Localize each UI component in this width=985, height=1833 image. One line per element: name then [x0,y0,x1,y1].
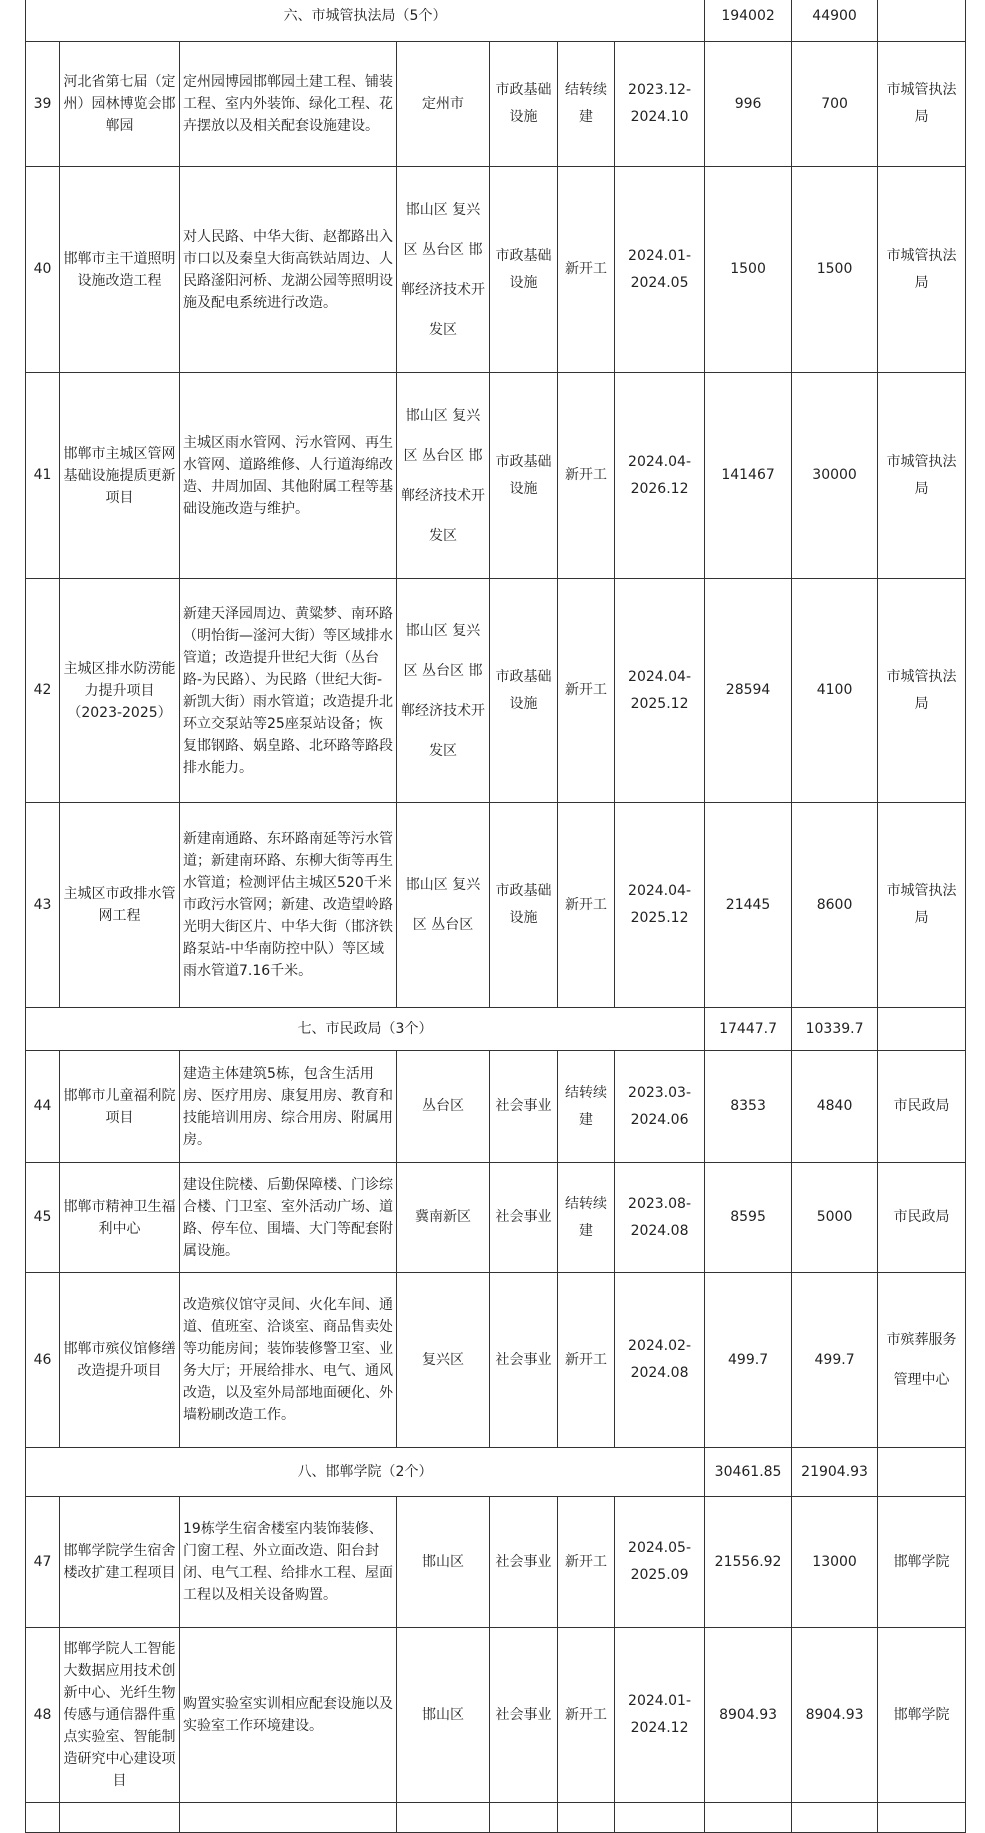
row-number: 45 [26,1163,60,1273]
section-title: 六、市城管执法局（5个） [26,0,705,42]
project-nature: 结转续建 [558,1051,615,1163]
project-period: 2024.01-2024.05 [615,167,705,373]
project-period: 2024.04-2026.12 [615,373,705,579]
project-type: 社会事业 [490,1273,558,1448]
total-investment: 8595 [705,1163,792,1273]
section-unit [878,1448,966,1497]
project-period: 2023.12-2024.10 [615,42,705,167]
total-investment: 8904.93 [705,1628,792,1803]
responsible-unit: 市城管执法局 [878,579,966,803]
responsible-unit: 邯郸学院 [878,1497,966,1628]
project-content: 新建天泽园周边、黄粱梦、南环路（明怡街—滏河大街）等区域排水管道；改造提升世纪大街（丛台路-为民路）、为民路（世纪大街-新凯大街）雨水管道；改造提升北环立交泵站等25座泵站设备；恢复邯钢路、娲皇路、北环路等路段排水能力。 [180,579,397,803]
project-type: 社会事业 [490,1628,558,1803]
responsible-unit: 市民政局 [878,1051,966,1163]
section-title: 七、市民政局（3个） [26,1008,705,1051]
section-plan: 10339.7 [792,1008,878,1051]
project-location: 邯山区 [397,1628,490,1803]
project-content: 定州园博园邯郸园土建工程、铺装工程、室内外装饰、绿化工程、花卉摆放以及相关配套设施建设。 [180,42,397,167]
row-number: 46 [26,1273,60,1448]
planned-investment: 8904.93 [792,1628,878,1803]
project-location: 邯山区 复兴区 丛台区 邯郸经济技术开发区 [397,373,490,579]
table-row [26,1497,966,1628]
project-location: 复兴区 [397,1273,490,1448]
project-content: 改造殡仪馆守灵间、火化车间、通道、值班室、洽谈室、商品售卖处等功能房间；装饰装修警卫室、业务大厅；开展给排水、电气、通风改造，以及室外局部地面硬化、外墙粉刷改造工作。 [180,1273,397,1448]
project-period: 2024.04-2025.12 [615,579,705,803]
planned-investment: 4100 [792,579,878,803]
row-number: 42 [26,579,60,803]
project-name: 邯郸学院学生宿舍楼改扩建工程项目 [60,1497,180,1628]
total-investment: 21556.92 [705,1497,792,1628]
project-nature: 新开工 [558,803,615,1008]
project-type: 社会事业 [490,1497,558,1628]
row-number: 39 [26,42,60,167]
total-investment: 28594 [705,579,792,803]
section-total: 17447.7 [705,1008,792,1051]
project-name: 邯郸市儿童福利院项目 [60,1051,180,1163]
section-plan: 21904.93 [792,1448,878,1497]
section-row [26,1448,966,1497]
project-location: 邯山区 [397,1497,490,1628]
table-row [26,1628,966,1803]
project-content: 购置实验室实训相应配套设施以及实验室工作环境建设。 [180,1628,397,1803]
project-period: 2023.03-2024.06 [615,1051,705,1163]
total-investment: 8353 [705,1051,792,1163]
project-location: 丛台区 [397,1051,490,1163]
row-number: 48 [26,1628,60,1803]
table-row [26,579,966,803]
project-name: 邯郸市主城区管网基础设施提质更新项目 [60,373,180,579]
total-investment: 21445 [705,803,792,1008]
row-number: 43 [26,803,60,1008]
section-total: 194002 [705,0,792,42]
project-name: 邯郸市主干道照明设施改造工程 [60,167,180,373]
planned-investment: 8600 [792,803,878,1008]
table-row [26,167,966,373]
project-nature: 新开工 [558,1273,615,1448]
project-name: 邯郸市精神卫生福利中心 [60,1163,180,1273]
row-number: 47 [26,1497,60,1628]
project-type: 市政基础设施 [490,42,558,167]
project-period: 2024.04-2025.12 [615,803,705,1008]
table-row [26,42,966,167]
project-period: 2023.08-2024.08 [615,1163,705,1273]
section-unit [878,0,966,42]
project-nature: 结转续建 [558,1163,615,1273]
project-type: 社会事业 [490,1163,558,1273]
section-unit [878,1008,966,1051]
project-name: 河北省第七届（定州）园林博览会邯郸园 [60,42,180,167]
planned-investment: 5000 [792,1163,878,1273]
planned-investment: 4840 [792,1051,878,1163]
planned-investment: 700 [792,42,878,167]
project-location: 冀南新区 [397,1163,490,1273]
section-row [26,1008,966,1051]
project-location: 定州市 [397,42,490,167]
total-investment: 141467 [705,373,792,579]
project-content: 19栋学生宿舍楼室内装饰装修、门窗工程、外立面改造、阳台封闭、电气工程、给排水工程、屋面工程以及相关设备购置。 [180,1497,397,1628]
project-type: 市政基础设施 [490,167,558,373]
project-location: 邯山区 复兴区 丛台区 邯郸经济技术开发区 [397,167,490,373]
row-number: 40 [26,167,60,373]
project-period: 2024.02-2024.08 [615,1273,705,1448]
responsible-unit: 市殡葬服务管理中心 [878,1273,966,1448]
project-name: 邯郸学院人工智能大数据应用技术创新中心、光纤生物传感与通信器件重点实验室、智能制造研究中心建设项目 [60,1628,180,1803]
project-period: 2024.05-2025.09 [615,1497,705,1628]
project-name: 邯郸市殡仪馆修缮改造提升项目 [60,1273,180,1448]
section-total: 30461.85 [705,1448,792,1497]
project-content: 建设住院楼、后勤保障楼、门诊综合楼、门卫室、室外活动广场、道路、停车位、围墙、大门等配套附属设施。 [180,1163,397,1273]
responsible-unit: 市城管执法局 [878,803,966,1008]
section-plan: 44900 [792,0,878,42]
table-row [26,803,966,1008]
project-period: 2024.01-2024.12 [615,1628,705,1803]
project-content: 新建南通路、东环路南延等污水管道；新建南环路、东柳大街等再生水管道；检测评估主城区520千米市政污水管网；新建、改造望岭路光明大街区片、中华大街（邯济铁路泵站-中华南防控中队）等区域雨水管道7.16千米。 [180,803,397,1008]
total-investment: 1500 [705,167,792,373]
project-nature: 新开工 [558,1628,615,1803]
planned-investment: 13000 [792,1497,878,1628]
responsible-unit: 市城管执法局 [878,167,966,373]
project-name: 主城区市政排水管网工程 [60,803,180,1008]
project-location: 邯山区 复兴区 丛台区 [397,803,490,1008]
responsible-unit: 市民政局 [878,1163,966,1273]
table-row [26,1163,966,1273]
row-number: 44 [26,1051,60,1163]
section-title: 八、邯郸学院（2个） [26,1448,705,1497]
section-row [26,0,966,42]
project-type: 市政基础设施 [490,373,558,579]
responsible-unit: 邯郸学院 [878,1628,966,1803]
project-nature: 新开工 [558,167,615,373]
project-name: 主城区排水防涝能力提升项目（2023-2025） [60,579,180,803]
project-nature: 新开工 [558,1497,615,1628]
planned-investment: 499.7 [792,1273,878,1448]
responsible-unit: 市城管执法局 [878,373,966,579]
total-investment: 499.7 [705,1273,792,1448]
project-type: 市政基础设施 [490,803,558,1008]
total-investment: 996 [705,42,792,167]
project-location: 邯山区 复兴区 丛台区 邯郸经济技术开发区 [397,579,490,803]
project-content: 对人民路、中华大街、赵都路出入市口以及秦皇大街高铁站周边、人民路滏阳河桥、龙湖公园等照明设施及配电系统进行改造。 [180,167,397,373]
project-type: 市政基础设施 [490,579,558,803]
table-row [26,1273,966,1448]
table-row-partial [26,1803,966,1833]
table-row [26,1051,966,1163]
row-number: 41 [26,373,60,579]
planned-investment: 30000 [792,373,878,579]
project-table [25,0,966,1833]
project-nature: 新开工 [558,579,615,803]
responsible-unit: 市城管执法局 [878,42,966,167]
project-type: 社会事业 [490,1051,558,1163]
planned-investment: 1500 [792,167,878,373]
project-nature: 新开工 [558,373,615,579]
table-row [26,373,966,579]
project-content: 主城区雨水管网、污水管网、再生水管网、道路维修、人行道海绵改造、井周加固、其他附属工程等基础设施改造与维护。 [180,373,397,579]
project-nature: 结转续建 [558,42,615,167]
project-content: 建造主体建筑5栋，包含生活用房、医疗用房、康复用房、教育和技能培训用房、综合用房、附属用房。 [180,1051,397,1163]
